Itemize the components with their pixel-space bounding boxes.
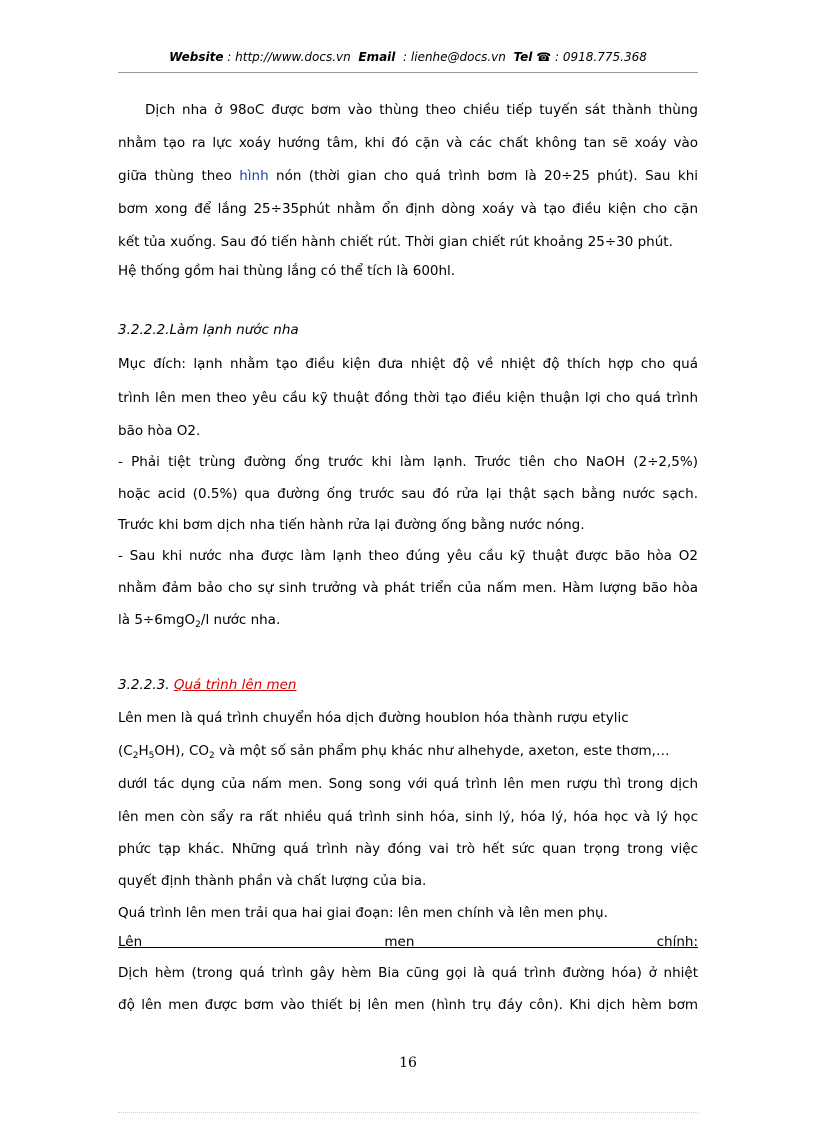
paragraph-line: bão hòa O2.: [118, 423, 201, 439]
website-label: Website: [169, 50, 224, 64]
section-heading: 3.2.2.3. Quá trình lên men: [118, 677, 297, 693]
phone-icon: ☎: [536, 50, 552, 64]
email-label: Email: [358, 50, 396, 64]
paragraph-line: phức tạp khác. Những quá trình này đóng vai trò hết sức quan trọng trong việc: [118, 841, 698, 857]
section-title-link[interactable]: Quá trình lên men: [173, 677, 297, 693]
tel-value: : 0918.775.368: [555, 50, 647, 64]
email-value: : lienhe@docs.vn: [403, 50, 506, 64]
page-number: 16: [399, 1055, 417, 1071]
paragraph-line: Trước khi bơm dịch nha tiến hành rửa lại đường ống bằng nước nóng.: [118, 517, 585, 533]
website-value: : http://www.docs.vn: [227, 50, 351, 64]
paragraph-line: - Sau khi nước nha được làm lạnh theo đúng yêu cầu kỹ thuật được bão hòa O2: [118, 548, 698, 564]
subheading-len-men-chinh: Lên men chính:: [118, 934, 698, 950]
bottom-divider: [118, 1112, 698, 1113]
page-header: [118, 50, 698, 64]
paragraph-line: nhằm tạo ra lực xoáy hướng tâm, khi đó cặn và các chất không tan sẽ xoáy vào: [118, 135, 698, 151]
paragraph-line: Dịch hèm (trong quá trình gây hèm Bia cũng gọi là quá trình đường hóa) ở nhiệt: [118, 965, 698, 981]
link-hinh[interactable]: hình: [239, 168, 269, 184]
paragraph-line: Quá trình lên men trải qua hai giai đoạn: lên men chính và lên men phụ.: [118, 905, 608, 921]
paragraph-line: lên men còn sẩy ra rất nhiều quá trình sinh hóa, sinh lý, hóa lý, hóa học và lý học: [118, 809, 698, 825]
paragraph-line: $(C_2H_5OH)$, $CO_2$ và một số sản phẩm phụ khác như alhehyde, axeton, este thơm,…: [118, 743, 670, 761]
paragraph-line: quyết định thành phần và chất lượng của bia.: [118, 873, 427, 889]
tel-label: Tel: [513, 50, 533, 64]
paragraph-line: nhằm đảm bảo cho sự sinh trưởng và phát triển của nấm men. Hàm lượng bão hòa: [118, 580, 698, 596]
section-heading: 3.2.2.2.Làm lạnh nước nha: [118, 322, 299, 338]
paragraph-line: độ lên men được bơm vào thiết bị lên men (hình trụ đáy côn). Khi dịch hèm bơm: [118, 997, 698, 1013]
paragraph-line: hoặc acid (0.5%) qua đường ống trước sau đó rửa lại thật sạch bằng nước sạch.: [118, 486, 698, 502]
paragraph-line: là 5÷6mgO$_2$/l nước nha.: [118, 612, 281, 630]
paragraph-line: trình lên men theo yêu cầu kỹ thuật đồng thời tạo điều kiện thuận lợi cho quá trình: [118, 390, 698, 406]
header-divider: [118, 72, 698, 73]
paragraph-line: Hệ thống gồm hai thùng lắng có thể tích là 600hl.: [118, 263, 456, 279]
paragraph-line: giữa thùng theo hình nón (thời gian cho quá trình bơm là 20÷25 phút). Sau khi: [118, 168, 698, 184]
paragraph-line: bơm xong để lắng 25÷35phút nhằm ổn định dòng xoáy và tạo điều kiện cho cặn: [118, 201, 698, 217]
paragraph-line: dướI tác dụng của nấm men. Song song với quá trình lên men rượu thì trong dịch: [118, 776, 698, 792]
paragraph-line: Lên men là quá trình chuyển hóa dịch đường houblon hóa thành rượu etylic: [118, 710, 629, 726]
paragraph-line: Dịch nha ở 98oC được bơm vào thùng theo chiều tiếp tuyến sát thành thùng: [145, 102, 698, 118]
paragraph-line: kết tủa xuống. Sau đó tiến hành chiết rút. Thời gian chiết rút khoảng 25÷30 phút.: [118, 234, 673, 250]
paragraph-line: Mục đích: lạnh nhằm tạo điều kiện đưa nhiệt độ về nhiệt độ thích hợp cho quá: [118, 356, 698, 372]
paragraph-line: - Phải tiệt trùng đường ống trước khi làm lạnh. Trước tiên cho NaOH (2÷2,5%): [118, 454, 698, 470]
